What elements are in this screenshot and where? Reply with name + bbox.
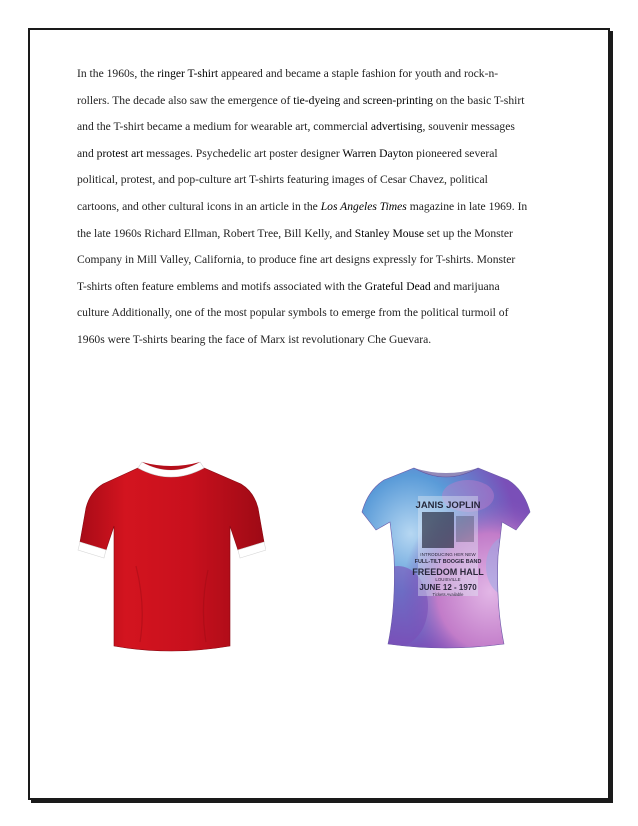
text-run: messages. Psychedelic art poster designer xyxy=(143,146,343,160)
linked-term: screen-printing xyxy=(362,93,433,107)
text-run: on the basic T-shirt xyxy=(432,93,525,107)
linked-term: Stanley Mouse xyxy=(354,226,425,240)
print-line-7: Tickets Available xyxy=(432,592,464,597)
text-line xyxy=(77,167,577,194)
text-line xyxy=(77,88,577,115)
linked-term: advertising xyxy=(370,120,423,134)
text-run: and the T-shirt became a medium for wearable art, commercial xyxy=(77,120,371,134)
text-run: and marijuana xyxy=(430,279,500,293)
body-paragraph xyxy=(77,61,577,354)
text-line xyxy=(77,274,577,301)
text-run: pioneered several xyxy=(413,146,498,160)
ringer-tshirt-image xyxy=(76,446,266,660)
linked-term: protest art xyxy=(96,146,144,160)
text-line xyxy=(77,141,577,168)
text-run: cartoons, and other cultural icons in an article in the xyxy=(77,199,321,213)
print-line-1: JANIS JOPLIN xyxy=(415,500,481,511)
text-run: Company in Mill Valley, California, to produce fine art designs expressly for T-shirts. Monster xyxy=(77,253,516,267)
text-run: political, protest, and pop-culture art T-shirts featuring images of Cesar Chavez, political xyxy=(77,173,488,187)
text-run: and xyxy=(340,93,363,107)
linked-term: ringer T-shirt xyxy=(157,67,219,80)
print-line-3: FULL-TILT BOOGIE BAND xyxy=(414,559,482,565)
print-line-2: INTRODUCING HER NEW xyxy=(420,552,476,557)
text-run: In the 1960s, the xyxy=(77,67,158,80)
text-run: set up the Monster xyxy=(424,226,513,240)
text-run: and xyxy=(77,146,97,160)
text-run: magazine in late 1969. In xyxy=(406,199,528,213)
text-run: appeared and became a staple fashion for youth and rock-n- xyxy=(218,67,499,80)
text-run: rollers. The decade also saw the emergence of xyxy=(77,93,294,107)
text-run: 1960s were T-shirts bearing the face of Marx ist revolutionary Che Guevara. xyxy=(77,332,432,346)
text-line xyxy=(77,247,577,274)
linked-term: Warren Dayton xyxy=(342,146,414,160)
linked-term: Los Angeles Times xyxy=(320,199,407,213)
text-run: , souvenir messages xyxy=(422,120,515,134)
text-run: T-shirts often feature emblems and motifs associated with the xyxy=(77,279,365,293)
text-line xyxy=(77,221,577,248)
text-line xyxy=(77,300,577,327)
text-run: culture Additionally, one of the most popular symbols to emerge from the political turmoil of xyxy=(77,306,509,320)
linked-term: Grateful Dead xyxy=(364,279,431,293)
print-line-6: JUNE 12 - 1970 xyxy=(419,583,477,592)
print-line-4: FREEDOM HALL xyxy=(412,567,484,577)
text-line xyxy=(77,194,577,221)
text-line xyxy=(77,114,577,141)
text-line xyxy=(77,327,577,354)
linked-term: tie-dyeing xyxy=(293,93,341,107)
print-line-5: LOUISVILLE xyxy=(435,577,461,582)
tie-dye-tshirt-image xyxy=(358,456,534,650)
text-run: the late 1960s Richard Ellman, Robert Tree, Bill Kelly, and xyxy=(77,226,355,240)
text-line xyxy=(77,61,577,88)
